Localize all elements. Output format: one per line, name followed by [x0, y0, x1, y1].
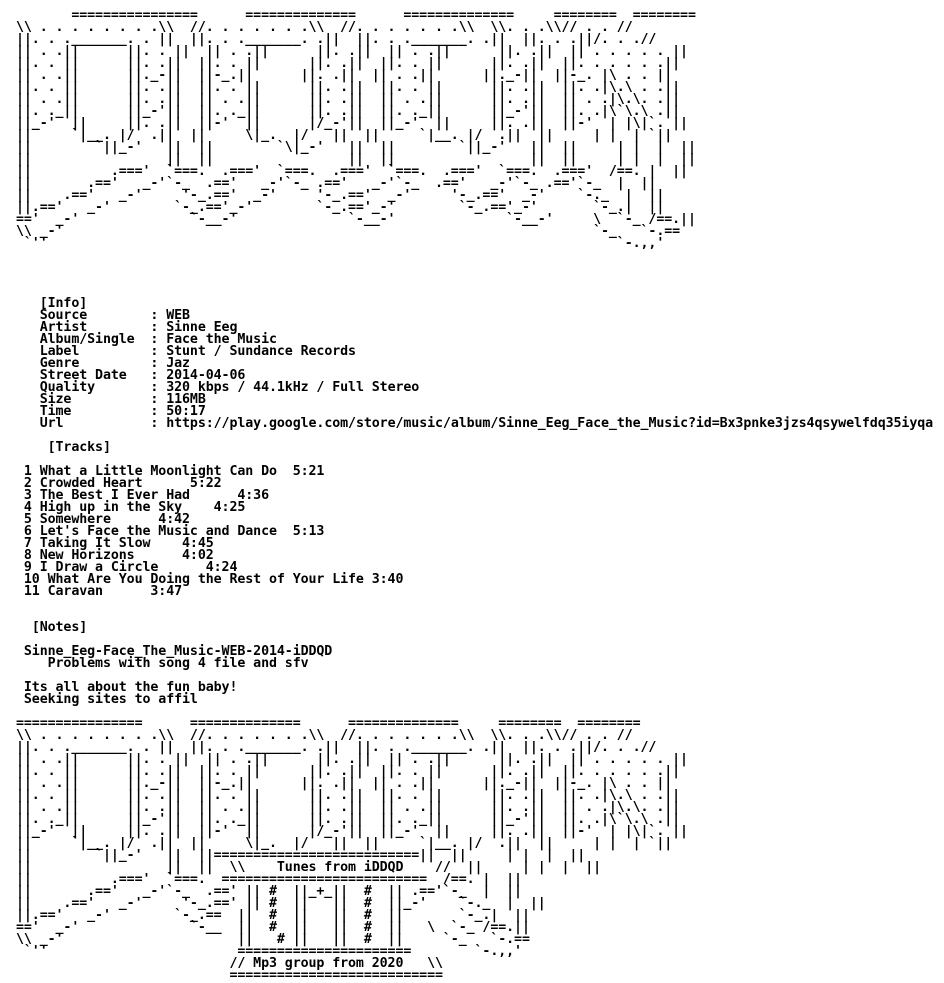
info-label: Url: [39, 416, 151, 431]
info-row: Label : Stunt / Sundance Records: [39, 344, 356, 359]
track-row: 1 What a Little Moonlight Can Do 5:21: [16, 464, 325, 479]
info-row: Genre : Jaz: [39, 356, 190, 371]
tunes-from-iddqd-banner: || `||_-' || ||==========================|| || | | | || || || || \\ Tunes from iDDQD // || | | | || || .===' `===. ========================== /==. | || || .==' _-'`-_ .==' || # ||_+_|| # || .=='`-_ | || || .==' _-' '-_.==' || # || || # ||_-' `-._ | || ||.==' _-' `-_.== || # || || # || `-_.| || ==' _-' `-__ || # || || # || \ `-_ /==.|| \\ _-' || # || || # || `-_ `-.== `'' ====================== `-.,,' // Mp3 group from 2020 \\ ===========================: [16, 848, 602, 983]
info-value[interactable]: https://play.google.com/store/music/album/Sinne_Eeg_Face_the_Music?id=Bx3pnke3jzs4qsywelfdq35iyqa: [166, 416, 934, 431]
track-row: 6 Let's Face the Music and Dance 5:13: [16, 524, 325, 539]
info-row: Source : WEB: [39, 308, 190, 323]
track-row: 2 Crowded Heart 5:22: [16, 476, 222, 491]
tracks-heading: [Tracks]: [47, 440, 111, 455]
info-value: 2014-04-06: [166, 368, 246, 383]
info-section: [16, 298, 933, 430]
info-row: Album/Single : Face the Music: [39, 332, 277, 347]
track-row: 7 Taking It Slow 4:45: [16, 536, 214, 551]
banner-bottom-ascii-art: ================ ============== ============== ======== ======== \\ . . . . . . . .\\ //. . . . . . .\\ //. . . . . . .\\ \\. . .\\// . . // ||. . ._______. . || ||. . ._______. .|| ||. . ._______. .|| ||. . .||/. . .// || . .|| ||. . || || . .|| ||. .|| || . .|| ||. .|| || . . . . . || ||. . || ||. .|| ||. . || ||. .|| ||. . || ||. .|| ||. . . . . .|| || . .|| ||._-|| ||-_.|| ||. .|| || . .|| ||._-|| ||-_. |\ . . || ||. . || ||. .|| ||. . || ||. .|| ||. . || ||. .|| ||. .|\.\ . .|| || . .|| ||. .|| || . .|| ||. .|| || . .|| ||. .|| || . .|\.\. .|| ||. ._|| ||_-'|| ||. ._|| ||. .|| ||. ._|| ||_-'|| ||. .|\`\.\ .|| ||_-' || ||. .|| ||-' || |/_-'|| ||_-' || ||. .|| ||-' | |\|`. || || `|__. |/ .|| || \|_. |/ || || `|__. |/ .|| || | | | `||: [16, 716, 688, 851]
info-value: 116MB: [166, 392, 206, 407]
info-value: Sinne Eeg: [166, 320, 238, 335]
info-label: Size: [39, 392, 151, 407]
info-row: Quality : 320 kbps / 44.1kHz / Full Stereo: [39, 380, 420, 395]
info-row: Street Date : 2014-04-06: [39, 368, 246, 383]
info-row: Url : https://play.google.com/store/music/album/Sinne_Eeg_Face_the_Music?id=Bx3pnke3jzs4qsywelfdq35iyqa: [39, 416, 934, 431]
info-value: 320 kbps / 44.1kHz / Full Stereo: [166, 380, 420, 395]
info-row: Size : 116MB: [39, 392, 206, 407]
tracks-section: [16, 442, 933, 598]
note-line: Sinne_Eeg-Face_The_Music-WEB-2014-iDDQD: [16, 644, 333, 659]
track-list: [16, 464, 403, 599]
info-rows: [16, 308, 933, 431]
info-label: Street Date: [39, 368, 151, 383]
notes-heading: [Notes]: [31, 620, 88, 635]
info-row: Artist : Sinne Eeg: [39, 320, 238, 335]
info-label: Artist: [39, 320, 151, 335]
info-value: Face the Music: [166, 332, 277, 347]
track-row: 3 The Best I Ever Had 4:36: [16, 488, 269, 503]
info-row: Time : 50:17: [39, 404, 206, 419]
info-label: Quality: [39, 380, 151, 395]
info-value: Jaz: [166, 356, 190, 371]
note-line: Its all about the fun baby!: [16, 680, 238, 695]
info-label: Genre: [39, 356, 151, 371]
info-label: Label: [39, 344, 151, 359]
info-value: Stunt / Sundance Records: [166, 344, 356, 359]
info-label: Album/Single: [39, 332, 151, 347]
notes-section: [16, 622, 933, 706]
info-label: Time: [39, 404, 151, 419]
track-row: 5 Somewhere 4:42: [16, 512, 190, 527]
info-heading: [Info]: [39, 296, 88, 311]
info-value: 50:17: [166, 404, 206, 419]
track-row: 4 High up in the Sky 4:25: [16, 500, 246, 515]
notes-body: [16, 644, 332, 707]
track-row: 9 I Draw a Circle 4:24: [16, 560, 238, 575]
info-label: Source: [39, 308, 151, 323]
banner-top-ascii-art: ================ ============== ============== ======== ======== \\ . . . . . . . .\\ //. . . . . . .\\ //. . . . . . .\\ \\. . .\\// . . // ||. . ._______. . || ||. . ._______. .|| ||. . ._______. .|| ||. . .||/. . .// || . .|| ||. . || || . .|| ||. .|| || . .|| ||. .|| || . . . . . || ||. . || ||. .|| ||. . || ||. .|| ||. . || ||. .|| ||. . . . . .|| || . .|| ||._-|| ||-_.|| ||. .|| || . .|| ||._-|| ||-_. |\ . . || ||. . || ||. .|| ||. . || ||. .|| ||. . || ||. .|| ||. .|\.\ . .|| || . .|| ||. .|| || . .|| ||. .|| || . .|| ||. .|| || . .|\.\. .|| ||. ._|| ||_-'|| ||. ._|| ||. .|| ||. ._|| ||_-'|| ||. .|\`\.\ .|| ||_-' || ||. .|| ||-' || |/_-'|| ||_-' || ||. .|| ||-' | |\|`. || || `|__. |/ .|| || \|_. |/ || || `|__. |/ .|| || | | | `|| || `||_-' || || `\|_-' || || `||_-' || || | | | || || || || || || || || | | | || || .===' `===. .===' `===. .===' `===. .===' `===. .===' /==. | || || .==' _-'`-_ .==' _-'`-_ .==' _-'`-_ .==' _-'`-_ .=='`-_ | || || .==' _-' '-_.==' _-' '-_.==' _-' '-_.==' _-' `-._ | || ||.==' _-' `-_.=='_-' `-_.=='_-' `-_.=='_-' `-_.| || ==' _-' `-__-' `-__-' `-__-' \ `-_ /==.|| \\ _-' `-_ `-.== `'' `-.,,': [16, 8, 696, 251]
note-line: Problems with song 4 file and sfv: [16, 656, 309, 671]
info-value: WEB: [166, 308, 190, 323]
note-line: Seeking sites to affil: [16, 692, 198, 707]
track-row: 8 New Horizons 4:02: [16, 548, 214, 563]
track-row: 10 What Are You Doing the Rest of Your Life 3:40: [16, 572, 404, 587]
track-row: 11 Caravan 3:47: [16, 584, 183, 599]
nfo-text: [0, 10, 933, 982]
